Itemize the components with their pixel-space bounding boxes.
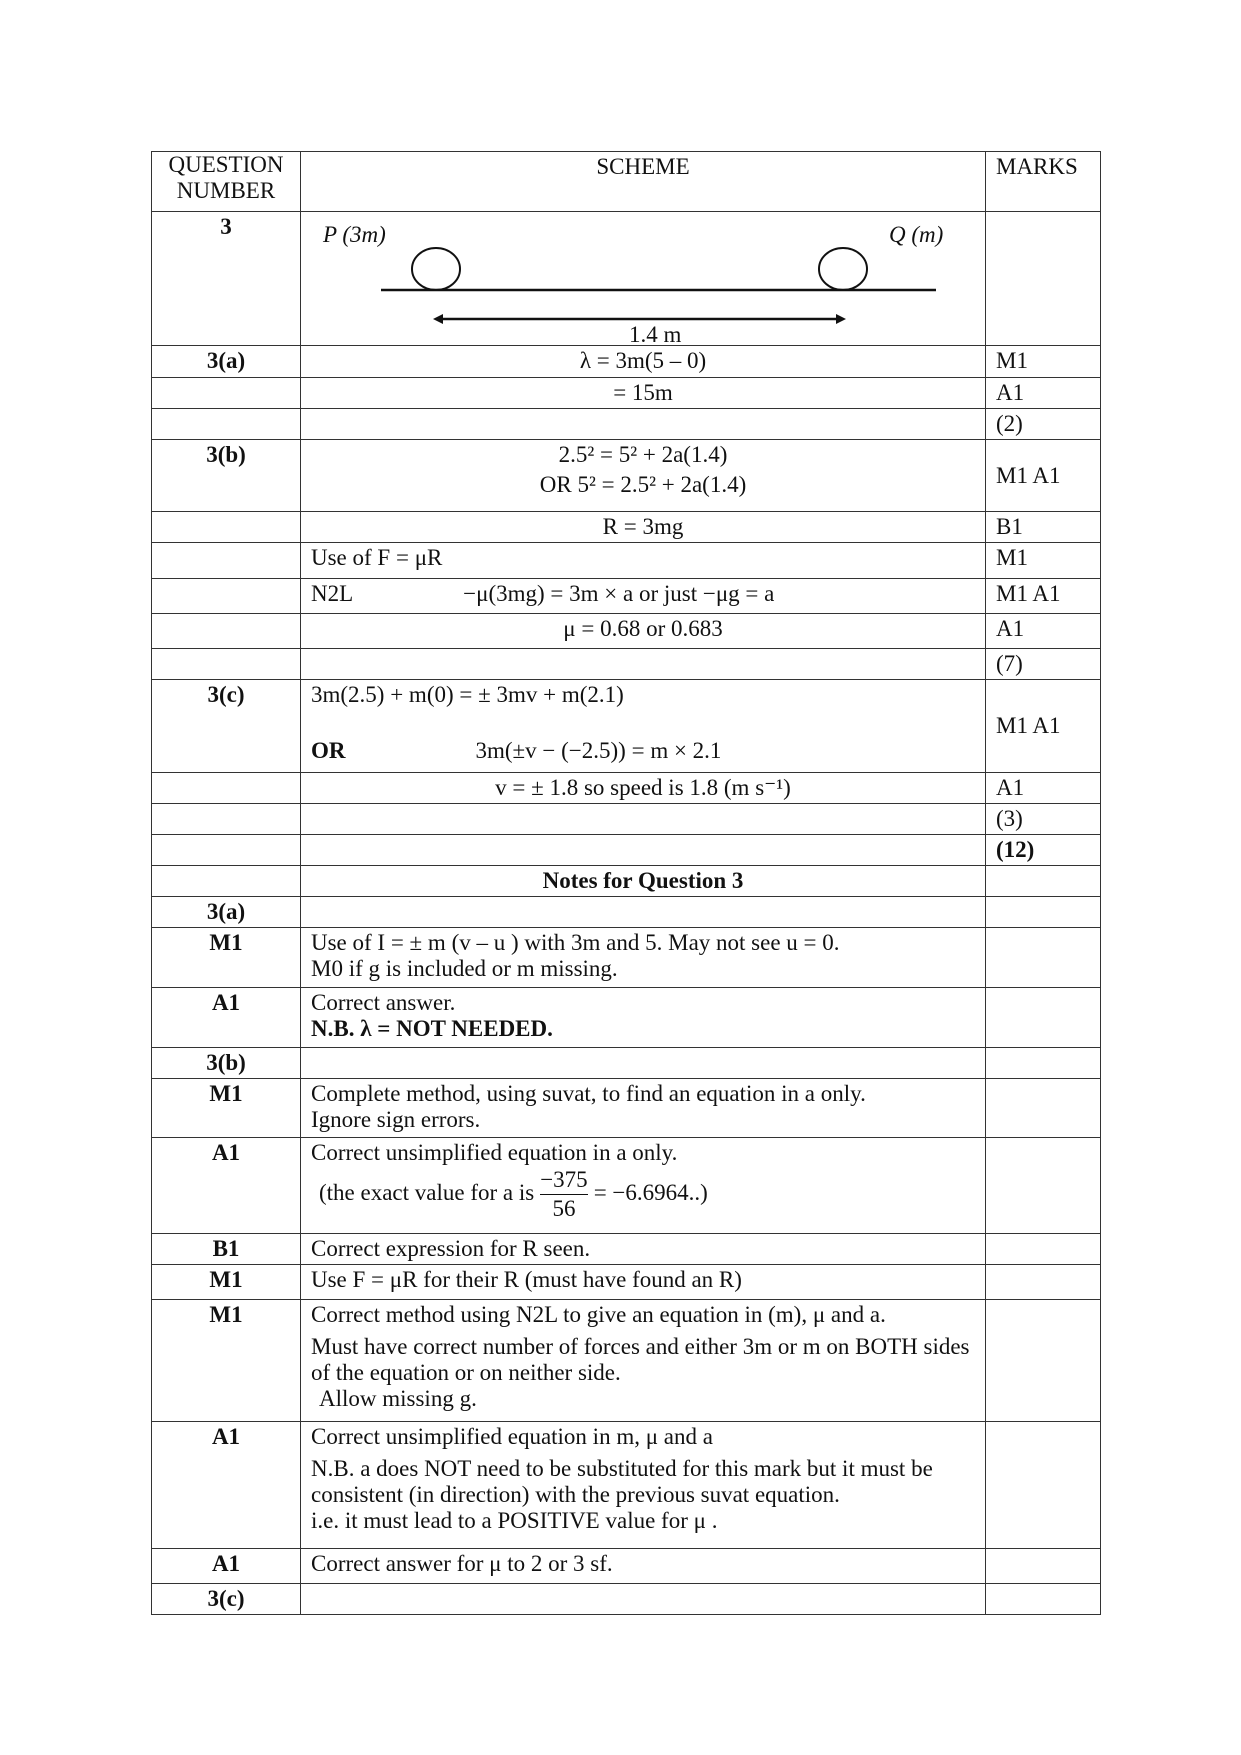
header-marks: MARKS bbox=[986, 152, 1101, 212]
fraction: $\frac{-375}{56}$ bbox=[540, 1167, 588, 1221]
table-row: (12) bbox=[152, 835, 1101, 866]
note-row: 3(a) bbox=[152, 897, 1101, 928]
diagram bbox=[301, 212, 986, 346]
table-row: 3(c) 3m(2.5) + m(0) = ± 3mv + m(2.1) OR 3m(±v − (−2.5)) = m × 2.1 M1 A1 bbox=[152, 680, 1101, 773]
note-row: B1 Correct expression for R seen. bbox=[152, 1234, 1101, 1265]
table-row: = 15m A1 bbox=[152, 378, 1101, 409]
header-scheme: SCHEME bbox=[301, 152, 986, 212]
particle-p bbox=[412, 248, 460, 290]
particle-q bbox=[819, 248, 867, 290]
note-row: M1 Complete method, using suvat, to find an equation in a only. Ignore sign errors. bbox=[152, 1079, 1101, 1138]
p-label: P (3m) bbox=[323, 222, 386, 247]
note-row: A1 Correct unsimplified equation in m, μ and a N.B. a does NOT need to be substituted for this mark but it must be consistent (in direction) with the previous suvat equation. i.e. it must lead to a POSITIVE value for μ . bbox=[152, 1422, 1101, 1549]
header-row bbox=[152, 152, 1101, 212]
question-number: 3 bbox=[152, 212, 301, 346]
note-row: M1 Use of I = ± m (v – u ) with 3m and 5. May not see u = 0. M0 if g is included or m missing. bbox=[152, 928, 1101, 988]
table-row: 3(a) λ = 3m(5 – 0) M1 bbox=[152, 346, 1101, 378]
table-row: (7) bbox=[152, 649, 1101, 680]
note-row: A1 Correct unsimplified equation in a only. (the exact value for a is $\frac{-375}{56}$ = −6.6964..) bbox=[152, 1138, 1101, 1234]
notes-title-row bbox=[152, 866, 1101, 897]
table-row: R = 3mg B1 bbox=[152, 512, 1101, 543]
notes-title: Notes for Question 3 bbox=[301, 866, 986, 897]
table-row: N2L −μ(3mg) = 3m × a or just −μg = a M1 A1 bbox=[152, 579, 1101, 614]
table-row: μ = 0.68 or 0.683 A1 bbox=[152, 614, 1101, 649]
distance-label: 1.4 m bbox=[629, 322, 682, 347]
note-row: A1 Correct answer. N.B. λ = NOT NEEDED. bbox=[152, 988, 1101, 1048]
note-row: A1 Correct answer for μ to 2 or 3 sf. bbox=[152, 1549, 1101, 1584]
note-row: M1 Use F = μR for their R (must have found an R) bbox=[152, 1265, 1101, 1300]
q-label: Q (m) bbox=[889, 222, 944, 247]
note-row: M1 Correct method using N2L to give an equation in (m), μ and a. Must have correct number of forces and either 3m or m on BOTH sides of the equation or on neither side. Allow missing g. bbox=[152, 1300, 1101, 1422]
note-row: 3(b) bbox=[152, 1048, 1101, 1079]
mark-scheme-table bbox=[151, 151, 1101, 1615]
table-row: Use of F = μR M1 bbox=[152, 543, 1101, 579]
diagram-row bbox=[152, 212, 1101, 346]
header-question: QUESTION NUMBER bbox=[152, 152, 301, 212]
table-row: (3) bbox=[152, 804, 1101, 835]
note-row: 3(c) bbox=[152, 1584, 1101, 1615]
table-row: 3(b) 2.5² = 5² + 2a(1.4) OR 5² = 2.5² + 2a(1.4) M1 A1 bbox=[152, 440, 1101, 512]
table-row: (2) bbox=[152, 409, 1101, 440]
table-row: v = ± 1.8 so speed is 1.8 (m s⁻¹) A1 bbox=[152, 773, 1101, 804]
